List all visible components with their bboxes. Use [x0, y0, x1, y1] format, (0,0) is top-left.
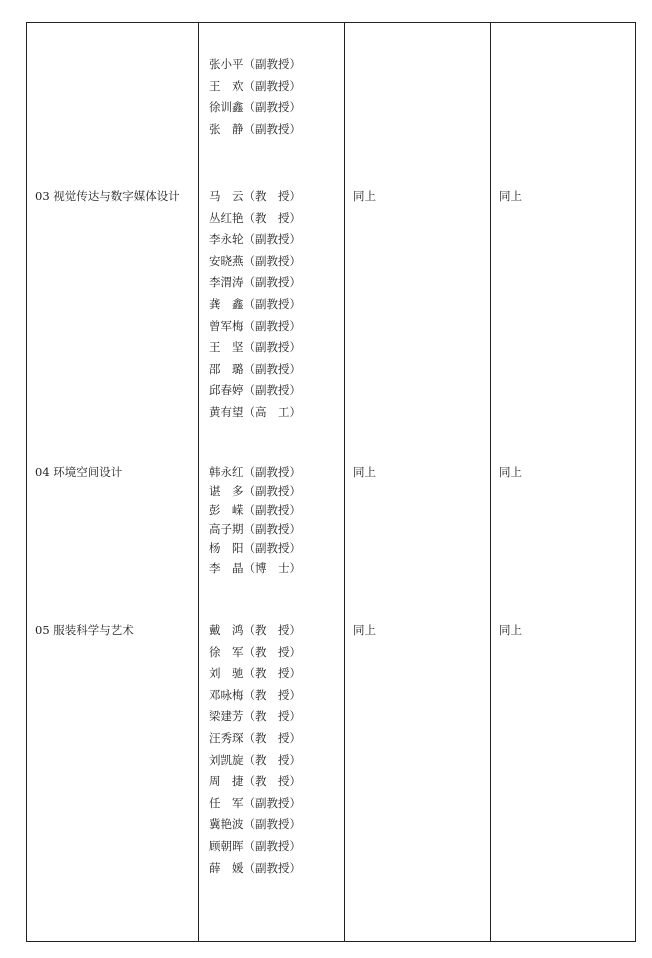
column-divider: [344, 23, 345, 941]
teacher-entry: [209, 339, 301, 355]
teacher-title: （副教授）: [243, 100, 301, 115]
teacher-title: （副教授）: [243, 253, 301, 268]
teacher-name: 丛红艳: [209, 210, 244, 225]
teacher-title: （副教授）: [243, 340, 301, 355]
teacher-name: 汪秀琛: [209, 731, 244, 745]
teacher-title: （教 授）: [243, 210, 301, 225]
teacher-entry: [209, 540, 301, 556]
teacher-entry: [209, 274, 301, 290]
teacher-name: 韩永红: [209, 465, 244, 479]
same-as-above-col4: 同上: [499, 465, 522, 479]
same-as-above-col3: 同上: [353, 465, 376, 479]
teacher-entry: [209, 318, 301, 334]
teacher-name: 刘凯旋: [209, 752, 244, 767]
teacher-name: 徐训鑫: [209, 100, 244, 115]
teacher-entry: [209, 99, 301, 115]
teacher-entry: [209, 687, 301, 703]
teacher-name: 张小平: [209, 57, 244, 71]
teacher-entry: [209, 665, 301, 681]
teacher-title: （教 授）: [243, 752, 301, 767]
teacher-entry: [209, 773, 301, 789]
teacher-entry: [209, 296, 301, 312]
field-name: 03 视觉传达与数字媒体设计: [35, 189, 180, 203]
teacher-title: （教 授）: [243, 189, 301, 203]
teacher-entry: [209, 56, 301, 72]
teacher-title: （教 授）: [243, 731, 301, 745]
teacher-entry: [209, 795, 301, 811]
teacher-entry: [209, 622, 301, 638]
teacher-title: （副教授）: [243, 860, 301, 875]
teacher-name: 梁建芳: [209, 709, 244, 724]
teacher-entry: [209, 210, 301, 226]
teacher-name: 张 静: [209, 122, 244, 137]
field-name: 05 服装科学与艺术: [35, 623, 134, 637]
teacher-title: （副教授）: [243, 275, 301, 290]
teacher-entry: [209, 816, 301, 832]
teacher-entry: [209, 404, 301, 420]
teacher-entry: [209, 560, 301, 576]
teacher-title: （教 授）: [243, 666, 301, 681]
teacher-name: 邱春婷: [209, 383, 244, 398]
teacher-title: （副教授）: [243, 383, 301, 398]
teacher-title: （副教授）: [243, 484, 301, 499]
teacher-name: 高子期: [209, 522, 244, 537]
teacher-title: （博 士）: [243, 560, 301, 575]
teacher-name: 任 军: [209, 795, 244, 810]
teacher-title: （教 授）: [243, 644, 301, 659]
teacher-entry: [209, 382, 301, 398]
teacher-name: 谌 多: [209, 484, 244, 499]
teacher-entry: [209, 521, 301, 537]
teacher-title: （副教授）: [243, 232, 301, 247]
teacher-title: （副教授）: [243, 297, 301, 311]
teacher-title: （教 授）: [243, 687, 301, 702]
teacher-name: 薛 媛: [209, 860, 244, 875]
teacher-title: （副教授）: [243, 361, 301, 376]
teacher-name: 周 捷: [209, 774, 244, 789]
teacher-entry: [209, 231, 301, 247]
teacher-name: 彭 嵘: [209, 503, 244, 518]
teacher-entry: [209, 78, 301, 94]
column-divider: [490, 23, 491, 941]
teacher-entry: [209, 188, 301, 204]
teacher-title: （副教授）: [243, 57, 301, 71]
teacher-name: 戴 鸿: [209, 623, 244, 637]
teacher-title: （副教授）: [243, 318, 301, 333]
teacher-title: （副教授）: [243, 503, 301, 518]
teacher-title: （副教授）: [243, 795, 301, 810]
teacher-title: （教 授）: [243, 709, 301, 724]
teacher-entry: [209, 464, 301, 480]
teacher-name: 邵 璐: [209, 361, 244, 376]
teacher-title: （高 工）: [243, 405, 301, 419]
teacher-entry: [209, 860, 301, 876]
enrollment-table: [26, 22, 636, 942]
teacher-entry: [209, 644, 301, 660]
teacher-name: 安晓燕: [209, 253, 244, 268]
teacher-entry: [209, 361, 301, 377]
teacher-name: 顾朝晖: [209, 839, 244, 853]
teacher-entry: [209, 838, 301, 854]
teacher-title: （副教授）: [243, 122, 301, 137]
teacher-name: 刘 驰: [209, 666, 244, 681]
teacher-title: （副教授）: [243, 817, 301, 832]
teacher-name: 马 云: [209, 189, 244, 203]
teacher-name: 冀艳波: [209, 817, 244, 832]
teacher-name: 王 坚: [209, 340, 244, 355]
teacher-name: 曾军梅: [209, 318, 244, 333]
same-as-above-col3: 同上: [353, 189, 376, 203]
teacher-entry: [209, 730, 301, 746]
teacher-title: （副教授）: [243, 465, 301, 479]
teacher-entry: [209, 483, 301, 499]
teacher-name: 黄有望: [209, 405, 244, 419]
same-as-above-col4: 同上: [499, 623, 522, 637]
teacher-name: 杨 阳: [209, 541, 244, 556]
teacher-name: 李渭涛: [209, 275, 244, 290]
teacher-entry: [209, 752, 301, 768]
same-as-above-col3: 同上: [353, 623, 376, 637]
teacher-title: （教 授）: [243, 774, 301, 789]
teacher-name: 邓咏梅: [209, 687, 244, 702]
teacher-entry: [209, 253, 301, 269]
teacher-entry: [209, 121, 301, 137]
same-as-above-col4: 同上: [499, 189, 522, 203]
teacher-title: （教 授）: [243, 623, 301, 637]
field-name: 04 环境空间设计: [35, 465, 123, 479]
teacher-name: 徐 军: [209, 644, 244, 659]
teacher-name: 李永轮: [209, 232, 244, 247]
teacher-title: （副教授）: [243, 839, 301, 853]
column-divider: [198, 23, 199, 941]
teacher-entry: [209, 502, 301, 518]
teacher-title: （副教授）: [243, 78, 301, 93]
teacher-title: （副教授）: [243, 522, 301, 537]
teacher-entry: [209, 708, 301, 724]
teacher-name: 王 欢: [209, 78, 244, 93]
teacher-name: 李 晶: [209, 560, 244, 575]
teacher-title: （副教授）: [243, 541, 301, 556]
teacher-name: 龚 鑫: [209, 297, 244, 311]
